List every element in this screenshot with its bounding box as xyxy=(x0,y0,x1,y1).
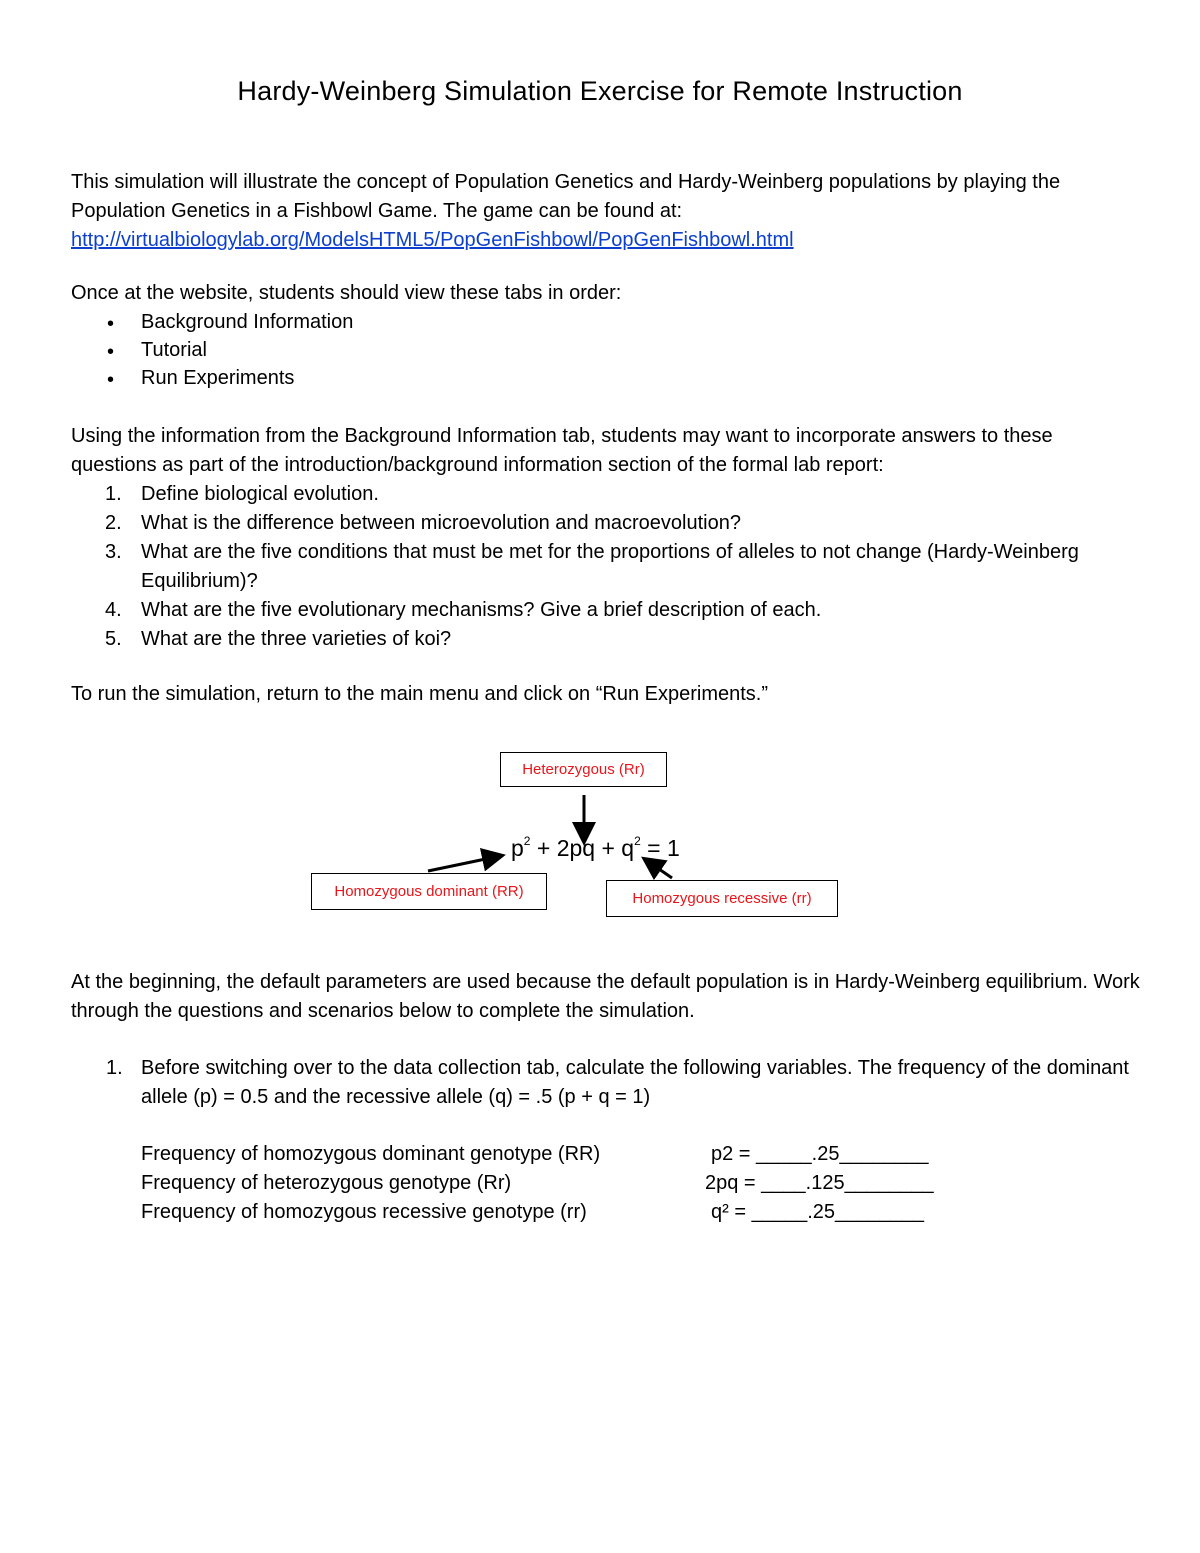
list-item: • Tutorial xyxy=(71,336,1141,364)
list-item: 2. What is the difference between microevolution and macroevolution? xyxy=(105,512,741,534)
intro-text: This simulation will illustrate the concept of Population Genetics and Hardy-Weinberg populations by playing the Population Genetics in a Fishbowl Game. The game can be found at: xyxy=(71,171,1061,222)
list-item: 5. What are the three varieties of koi? xyxy=(105,628,452,650)
heterozygous-label: Heterozygous (Rr) xyxy=(500,752,667,787)
page-title: Hardy-Weinberg Simulation Exercise for Remote Instruction xyxy=(237,76,963,106)
list-item: 1. Define biological evolution. xyxy=(105,483,379,505)
list-item: 3. What are the five conditions that must be met for the proportions of alleles to not change (Hardy-Weinberg Equilibrium)? xyxy=(105,541,1079,592)
arrow-homozygous-recessive xyxy=(646,860,672,878)
hardy-weinberg-equation: $p^2 + 2pq + q^2 = 1$ xyxy=(511,834,680,861)
bullet-icon: • xyxy=(107,313,115,335)
bullet-icon: • xyxy=(107,369,115,391)
list-item: • Background Information xyxy=(71,308,1141,336)
bullet-icon: • xyxy=(107,341,115,363)
game-link[interactable]: http://virtualbiologylab.org/ModelsHTML5/PopGenFishbowl/PopGenFishbowl.html xyxy=(71,229,794,251)
run-instruction: To run the simulation, return to the main menu and click on “Run Experiments.” xyxy=(71,683,768,705)
arrow-homozygous-dominant xyxy=(428,856,500,871)
question-1 xyxy=(106,1054,1146,1112)
tabs-intro: Once at the website, students should view these tabs in order: xyxy=(71,282,622,304)
homozygous-recessive-label: Homozygous recessive (rr) xyxy=(606,880,838,917)
list-item: 4. What are the five evolutionary mechanisms? Give a brief description of each. xyxy=(105,599,822,621)
frequency-row: Frequency of heterozygous genotype (Rr) 2pq = ____.125________ xyxy=(141,1172,934,1194)
background-intro: Using the information from the Background Information tab, students may want to incorporate answers to these questions as part of the introduction/background information section of the formal lab report: xyxy=(71,425,1053,476)
beginning-paragraph: At the beginning, the default parameters are used because the default population is in Hardy-Weinberg equilibrium. Work through the questions and scenarios below to complete the simulation. xyxy=(71,971,1140,1022)
frequency-row: Frequency of homozygous dominant genotype (RR) p2 = _____.25________ xyxy=(141,1143,929,1165)
question-text: Before switching over to the data collection tab, calculate the following variables. The frequency of the dominant allele (p) = 0.5 and the recessive allele (q) = .5 (p + q = 1) xyxy=(141,1057,1129,1108)
list-item: • Run Experiments xyxy=(71,364,1141,392)
frequency-row: Frequency of homozygous recessive genotype (rr) q² = _____.25________ xyxy=(141,1201,924,1223)
question-number: 1. xyxy=(106,1057,123,1079)
homozygous-dominant-label: Homozygous dominant (RR) xyxy=(311,873,547,910)
